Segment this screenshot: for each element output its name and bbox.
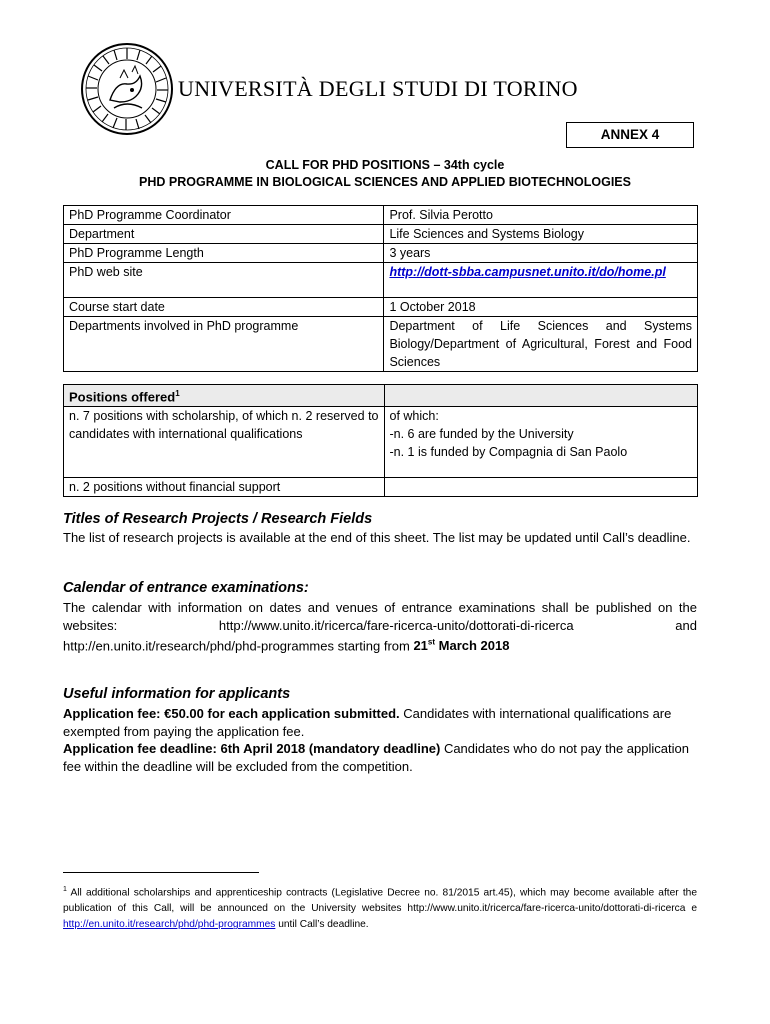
footnote-ref[interactable]: 1 bbox=[175, 389, 180, 398]
table-row bbox=[64, 206, 698, 225]
programme-title: PHD PROGRAMME IN BIOLOGICAL SCIENCES AND APPLIED BIOTECHNOLOGIES bbox=[139, 175, 631, 189]
footnote-text: All additional scholarships and apprenticeship contracts (Legislative Decree no. 81/2015 art.45), which may become available after the publication of this Call, will be announced on the University websites http://www.unito.it/ricerca/fare-ricerca-unito/dottorati-di-ricerca e bbox=[63, 887, 697, 915]
application-fee-text: Candidates with international qualifications are exempted from paying the application fee. bbox=[63, 706, 672, 739]
footnote bbox=[63, 882, 697, 933]
length-label: PhD Programme Length bbox=[64, 244, 384, 263]
calendar-text bbox=[63, 599, 697, 655]
fee-deadline-paragraph bbox=[63, 740, 697, 775]
research-titles-text: The list of research projects is available at the end of this sheet. The list may be updated until Call’s deadline. bbox=[63, 530, 691, 545]
coordinator-label: PhD Programme Coordinator bbox=[64, 206, 384, 225]
useful-info-heading: Useful information for applicants bbox=[63, 686, 291, 702]
footnote-divider bbox=[63, 872, 259, 873]
departments-involved-value: Department of Life Sciences and Systems Biology/Department of Agricultural, Forest and Food Sciences bbox=[384, 317, 698, 372]
positions-table bbox=[63, 384, 698, 497]
application-fee-bold: Application fee: €50.00 for each application submitted. bbox=[63, 706, 400, 721]
university-name: UNIVERSITÀ DEGLI STUDI DI TORINO bbox=[178, 76, 578, 101]
website-link[interactable]: http://dott-sbba.campusnet.unito.it/do/home.pl bbox=[389, 265, 666, 279]
website-label: PhD web site bbox=[64, 263, 384, 298]
coordinator-value: Prof. Silvia Perotto bbox=[384, 206, 698, 225]
calendar-body: The calendar with information on dates and venues of entrance examinations shall be published on the websites: http://www.unito.it/ricerca/fare-ricerca-unito/dottorati-di-ricerca and http://en.unito.it/research/phd/phd-programmes starting from bbox=[63, 600, 697, 654]
positions-with-scholarship: n. 7 positions with scholarship, of which n. 2 reserved to candidates with international qualifications bbox=[64, 407, 385, 478]
footnote-mark: 1 bbox=[63, 886, 67, 893]
calendar-date-day: 21 bbox=[413, 638, 428, 654]
length-value: 3 years bbox=[384, 244, 698, 263]
application-fee-paragraph bbox=[63, 705, 697, 740]
fee-deadline-text: Candidates who do not pay the application fee within the deadline will be excluded from the competition. bbox=[63, 741, 689, 774]
calendar-heading: Calendar of entrance examinations: bbox=[63, 580, 309, 596]
start-date-value: 1 October 2018 bbox=[384, 298, 698, 317]
footnote-tail: until Call’s deadline. bbox=[275, 919, 369, 931]
table-row bbox=[64, 385, 698, 407]
table-row bbox=[64, 317, 698, 372]
university-seal-logo bbox=[80, 42, 174, 136]
positions-header bbox=[64, 385, 385, 407]
calendar-date-rest: March 2018 bbox=[435, 638, 510, 654]
table-row bbox=[64, 478, 698, 497]
funding-line: -n. 1 is funded by Compagnia di San Paolo bbox=[389, 445, 628, 460]
annex-label: ANNEX 4 bbox=[566, 122, 694, 148]
calendar-date-suffix: st bbox=[427, 638, 436, 647]
positions-header-label: Positions offered bbox=[69, 389, 176, 405]
footnote-link[interactable]: http://en.unito.it/research/phd/phd-programmes bbox=[63, 919, 276, 931]
departments-involved-label: Departments involved in PhD programme bbox=[64, 317, 384, 372]
positions-header-empty bbox=[384, 385, 698, 407]
funding-line: -n. 6 are funded by the University bbox=[389, 427, 574, 442]
table-row bbox=[64, 298, 698, 317]
department-label: Department bbox=[64, 225, 384, 244]
positions-empty-cell bbox=[384, 478, 698, 497]
call-title: CALL FOR PHD POSITIONS – 34th cycle bbox=[265, 158, 505, 172]
research-titles-heading: Titles of Research Projects / Research Fields bbox=[63, 511, 373, 527]
table-row bbox=[64, 263, 698, 298]
table-row bbox=[64, 244, 698, 263]
funding-breakdown bbox=[384, 407, 698, 478]
positions-without-support: n. 2 positions without financial support bbox=[64, 478, 385, 497]
start-date-label: Course start date bbox=[64, 298, 384, 317]
programme-info-table bbox=[63, 205, 698, 372]
table-row bbox=[64, 225, 698, 244]
department-value: Life Sciences and Systems Biology bbox=[384, 225, 698, 244]
funding-line: of which: bbox=[389, 409, 439, 424]
fee-deadline-bold: Application fee deadline: 6th April 2018 (mandatory deadline) bbox=[63, 741, 441, 756]
table-row bbox=[64, 407, 698, 478]
website-cell bbox=[384, 263, 698, 298]
